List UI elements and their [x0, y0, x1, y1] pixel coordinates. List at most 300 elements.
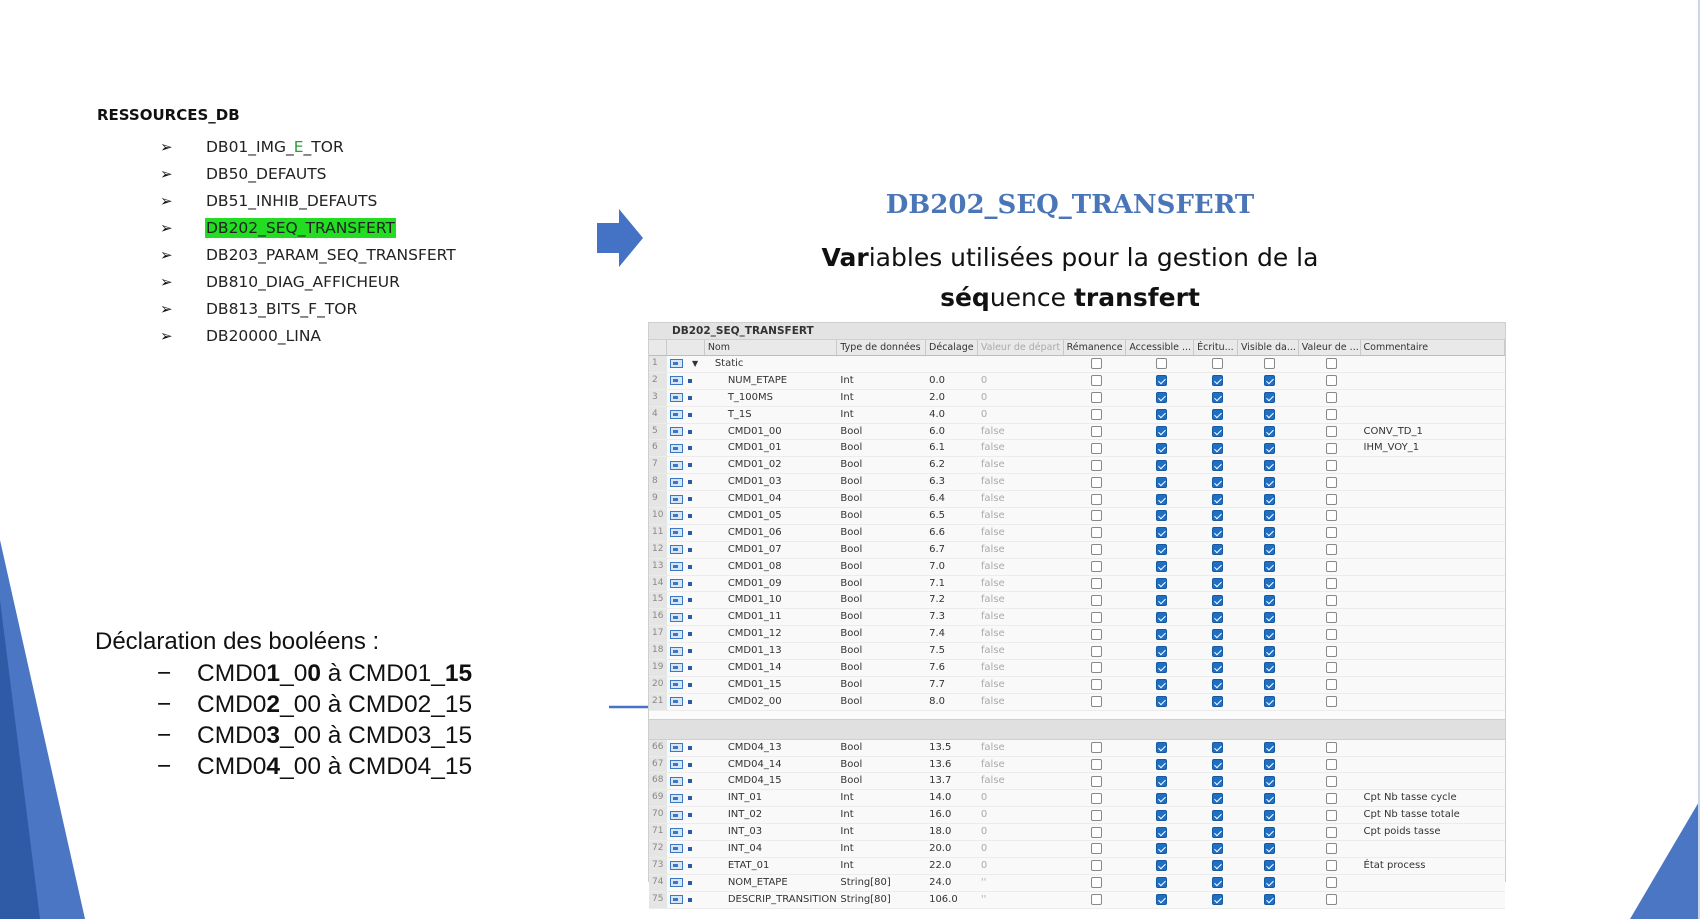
variable-name[interactable]: T_1S: [727, 408, 752, 420]
visible-checkbox[interactable]: [1264, 629, 1275, 640]
data-type[interactable]: Bool: [840, 678, 863, 690]
retain-checkbox[interactable]: [1091, 679, 1102, 690]
variable-name[interactable]: CMD01_08: [727, 560, 782, 572]
visible-checkbox[interactable]: [1264, 561, 1275, 572]
table-row[interactable]: [649, 824, 1505, 841]
comment[interactable]: [1361, 508, 1505, 524]
comment[interactable]: [1361, 626, 1505, 642]
setpoint-checkbox[interactable]: [1326, 679, 1337, 690]
start-value[interactable]: false: [980, 611, 1005, 623]
start-value[interactable]: false: [980, 560, 1005, 572]
comment[interactable]: Cpt poids tasse: [1363, 826, 1441, 838]
table-row[interactable]: [649, 841, 1505, 858]
accessible-checkbox[interactable]: [1156, 358, 1167, 369]
setpoint-checkbox[interactable]: [1326, 527, 1337, 538]
data-type[interactable]: Bool: [840, 442, 863, 454]
writable-checkbox[interactable]: [1212, 561, 1223, 572]
comment[interactable]: [1361, 694, 1505, 710]
writable-checkbox[interactable]: [1212, 578, 1223, 589]
writable-checkbox[interactable]: [1212, 843, 1223, 854]
visible-checkbox[interactable]: [1264, 612, 1275, 623]
start-value[interactable]: false: [980, 510, 1005, 522]
start-value[interactable]: 0: [980, 374, 988, 386]
writable-checkbox[interactable]: [1212, 793, 1223, 804]
data-type[interactable]: Int: [840, 859, 854, 871]
visible-checkbox[interactable]: [1264, 477, 1275, 488]
retain-checkbox[interactable]: [1091, 527, 1102, 538]
table-row[interactable]: [649, 740, 1505, 757]
variable-name[interactable]: CMD04_13: [727, 741, 782, 753]
comment[interactable]: CONV_TD_1: [1363, 425, 1423, 437]
setpoint-checkbox[interactable]: [1326, 477, 1337, 488]
setpoint-checkbox[interactable]: [1326, 612, 1337, 623]
retain-checkbox[interactable]: [1091, 460, 1102, 471]
accessible-checkbox[interactable]: [1156, 877, 1167, 888]
comment[interactable]: [1361, 356, 1505, 372]
data-type[interactable]: Int: [840, 408, 854, 420]
accessible-checkbox[interactable]: [1156, 776, 1167, 787]
start-value[interactable]: false: [980, 678, 1005, 690]
setpoint-checkbox[interactable]: [1326, 409, 1337, 420]
variable-name[interactable]: CMD04_14: [727, 758, 782, 770]
accessible-checkbox[interactable]: [1156, 843, 1167, 854]
accessible-checkbox[interactable]: [1156, 696, 1167, 707]
retain-checkbox[interactable]: [1091, 843, 1102, 854]
variable-name[interactable]: CMD01_03: [727, 476, 782, 488]
collapse-triangle-icon[interactable]: ▼: [691, 359, 699, 368]
retain-checkbox[interactable]: [1091, 358, 1102, 369]
visible-checkbox[interactable]: [1264, 759, 1275, 770]
start-value[interactable]: false: [980, 758, 1005, 770]
start-value[interactable]: false: [980, 425, 1005, 437]
comment[interactable]: [1361, 525, 1505, 541]
accessible-checkbox[interactable]: [1156, 827, 1167, 838]
visible-checkbox[interactable]: [1264, 358, 1275, 369]
table-row[interactable]: [649, 677, 1505, 694]
comment[interactable]: [1361, 773, 1505, 789]
data-type[interactable]: Bool: [840, 628, 863, 640]
accessible-checkbox[interactable]: [1156, 510, 1167, 521]
start-value[interactable]: false: [980, 526, 1005, 538]
variable-name[interactable]: CMD01_10: [727, 594, 782, 606]
variable-name[interactable]: CMD01_06: [727, 526, 782, 538]
start-value[interactable]: false: [980, 662, 1005, 674]
writable-checkbox[interactable]: [1212, 392, 1223, 403]
accessible-checkbox[interactable]: [1156, 443, 1167, 454]
variable-name[interactable]: CMD01_01: [727, 442, 782, 454]
start-value[interactable]: false: [980, 628, 1005, 640]
variable-name[interactable]: ETAT_01: [727, 859, 770, 871]
setpoint-checkbox[interactable]: [1326, 662, 1337, 673]
table-row[interactable]: [649, 773, 1505, 790]
variable-name[interactable]: CMD01_02: [727, 459, 782, 471]
accessible-checkbox[interactable]: [1156, 793, 1167, 804]
visible-checkbox[interactable]: [1264, 860, 1275, 871]
setpoint-checkbox[interactable]: [1326, 759, 1337, 770]
comment[interactable]: [1361, 643, 1505, 659]
variable-name[interactable]: Static: [714, 358, 744, 369]
start-value[interactable]: 0: [980, 843, 988, 855]
visible-checkbox[interactable]: [1264, 843, 1275, 854]
table-row[interactable]: [649, 373, 1505, 390]
retain-checkbox[interactable]: [1091, 443, 1102, 454]
accessible-checkbox[interactable]: [1156, 578, 1167, 589]
data-type[interactable]: Int: [840, 826, 854, 838]
comment[interactable]: [1361, 592, 1505, 608]
comment[interactable]: IHM_VOY_1: [1363, 442, 1420, 454]
comment[interactable]: État process: [1363, 859, 1426, 871]
table-row[interactable]: [649, 790, 1505, 807]
setpoint-checkbox[interactable]: [1326, 696, 1337, 707]
start-value[interactable]: false: [980, 695, 1005, 707]
visible-checkbox[interactable]: [1264, 827, 1275, 838]
table-row[interactable]: [649, 559, 1505, 576]
accessible-checkbox[interactable]: [1156, 426, 1167, 437]
visible-checkbox[interactable]: [1264, 696, 1275, 707]
table-row[interactable]: [649, 757, 1505, 774]
setpoint-checkbox[interactable]: [1326, 860, 1337, 871]
column-header[interactable]: Écritu...: [1194, 340, 1238, 355]
variable-name[interactable]: INT_02: [727, 809, 763, 821]
start-value[interactable]: 0: [980, 809, 988, 821]
data-type[interactable]: Bool: [840, 577, 863, 589]
data-type[interactable]: Bool: [840, 560, 863, 572]
visible-checkbox[interactable]: [1264, 375, 1275, 386]
visible-checkbox[interactable]: [1264, 679, 1275, 690]
accessible-checkbox[interactable]: [1156, 544, 1167, 555]
retain-checkbox[interactable]: [1091, 409, 1102, 420]
variable-name[interactable]: CMD01_14: [727, 662, 782, 674]
table-row[interactable]: [649, 508, 1505, 525]
visible-checkbox[interactable]: [1264, 742, 1275, 753]
data-type[interactable]: Bool: [840, 662, 863, 674]
setpoint-checkbox[interactable]: [1326, 544, 1337, 555]
setpoint-checkbox[interactable]: [1326, 742, 1337, 753]
accessible-checkbox[interactable]: [1156, 810, 1167, 821]
setpoint-checkbox[interactable]: [1326, 460, 1337, 471]
retain-checkbox[interactable]: [1091, 827, 1102, 838]
setpoint-checkbox[interactable]: [1326, 810, 1337, 821]
visible-checkbox[interactable]: [1264, 460, 1275, 471]
writable-checkbox[interactable]: [1212, 358, 1223, 369]
table-row[interactable]: [649, 474, 1505, 491]
retain-checkbox[interactable]: [1091, 793, 1102, 804]
variable-name[interactable]: INT_04: [727, 843, 763, 855]
table-row[interactable]: [649, 626, 1505, 643]
start-value[interactable]: 0: [980, 391, 988, 403]
data-type[interactable]: Bool: [840, 758, 863, 770]
retain-checkbox[interactable]: [1091, 662, 1102, 673]
writable-checkbox[interactable]: [1212, 679, 1223, 690]
accessible-checkbox[interactable]: [1156, 527, 1167, 538]
table-row[interactable]: [649, 592, 1505, 609]
data-type[interactable]: String[80]: [840, 893, 891, 905]
accessible-checkbox[interactable]: [1156, 759, 1167, 770]
data-type[interactable]: Bool: [840, 543, 863, 555]
writable-checkbox[interactable]: [1212, 426, 1223, 437]
visible-checkbox[interactable]: [1264, 527, 1275, 538]
column-header[interactable]: Visible da...: [1238, 340, 1299, 355]
retain-checkbox[interactable]: [1091, 742, 1102, 753]
data-type[interactable]: Bool: [840, 476, 863, 488]
start-value[interactable]: false: [980, 594, 1005, 606]
setpoint-checkbox[interactable]: [1326, 443, 1337, 454]
retain-checkbox[interactable]: [1091, 510, 1102, 521]
retain-checkbox[interactable]: [1091, 696, 1102, 707]
accessible-checkbox[interactable]: [1156, 742, 1167, 753]
comment[interactable]: [1361, 491, 1505, 507]
accessible-checkbox[interactable]: [1156, 595, 1167, 606]
data-type[interactable]: Int: [840, 792, 854, 804]
retain-checkbox[interactable]: [1091, 759, 1102, 770]
comment[interactable]: [1361, 841, 1505, 857]
setpoint-checkbox[interactable]: [1326, 629, 1337, 640]
visible-checkbox[interactable]: [1264, 544, 1275, 555]
visible-checkbox[interactable]: [1264, 894, 1275, 905]
comment[interactable]: [1361, 542, 1505, 558]
column-header[interactable]: Commentaire: [1361, 340, 1505, 355]
setpoint-checkbox[interactable]: [1326, 877, 1337, 888]
start-value[interactable]: false: [980, 476, 1005, 488]
comment[interactable]: [1361, 390, 1505, 406]
start-value[interactable]: false: [980, 645, 1005, 657]
retain-checkbox[interactable]: [1091, 561, 1102, 572]
retain-checkbox[interactable]: [1091, 629, 1102, 640]
comment[interactable]: [1361, 474, 1505, 490]
writable-checkbox[interactable]: [1212, 877, 1223, 888]
resource-item[interactable]: [160, 241, 457, 268]
retain-checkbox[interactable]: [1091, 810, 1102, 821]
visible-checkbox[interactable]: [1264, 662, 1275, 673]
writable-checkbox[interactable]: [1212, 527, 1223, 538]
column-header[interactable]: Décalage: [926, 340, 978, 355]
writable-checkbox[interactable]: [1212, 629, 1223, 640]
table-row[interactable]: [649, 356, 1505, 373]
comment[interactable]: [1361, 757, 1505, 773]
writable-checkbox[interactable]: [1212, 860, 1223, 871]
retain-checkbox[interactable]: [1091, 426, 1102, 437]
writable-checkbox[interactable]: [1212, 544, 1223, 555]
column-header[interactable]: Valeur de départ: [978, 340, 1064, 355]
resource-item[interactable]: [160, 295, 457, 322]
start-value[interactable]: false: [980, 493, 1005, 505]
comment[interactable]: [1361, 740, 1505, 756]
column-header[interactable]: Nom: [705, 340, 838, 355]
accessible-checkbox[interactable]: [1156, 629, 1167, 640]
data-type[interactable]: Int: [840, 374, 854, 386]
comment[interactable]: [1361, 892, 1505, 908]
variable-name[interactable]: CMD01_11: [727, 611, 782, 623]
writable-checkbox[interactable]: [1212, 494, 1223, 505]
writable-checkbox[interactable]: [1212, 759, 1223, 770]
variable-name[interactable]: INT_03: [727, 826, 763, 838]
setpoint-checkbox[interactable]: [1326, 358, 1337, 369]
retain-checkbox[interactable]: [1091, 578, 1102, 589]
start-value[interactable]: 0: [980, 859, 988, 871]
data-type[interactable]: Bool: [840, 510, 863, 522]
data-type[interactable]: Bool: [840, 611, 863, 623]
retain-checkbox[interactable]: [1091, 776, 1102, 787]
start-value[interactable]: false: [980, 543, 1005, 555]
visible-checkbox[interactable]: [1264, 510, 1275, 521]
table-row[interactable]: [649, 609, 1505, 626]
variable-name[interactable]: DESCRIP_TRANSITION: [727, 893, 837, 905]
setpoint-checkbox[interactable]: [1326, 595, 1337, 606]
accessible-checkbox[interactable]: [1156, 662, 1167, 673]
start-value[interactable]: 0: [980, 826, 988, 838]
writable-checkbox[interactable]: [1212, 409, 1223, 420]
start-value[interactable]: 0: [980, 408, 988, 420]
accessible-checkbox[interactable]: [1156, 894, 1167, 905]
writable-checkbox[interactable]: [1212, 477, 1223, 488]
variable-name[interactable]: NOM_ETAPE: [727, 876, 788, 888]
variable-name[interactable]: CMD01_12: [727, 628, 782, 640]
resource-item[interactable]: [160, 214, 457, 241]
writable-checkbox[interactable]: [1212, 827, 1223, 838]
comment[interactable]: Cpt Nb tasse cycle: [1363, 792, 1457, 804]
retain-checkbox[interactable]: [1091, 595, 1102, 606]
data-type[interactable]: Int: [840, 843, 854, 855]
accessible-checkbox[interactable]: [1156, 612, 1167, 623]
visible-checkbox[interactable]: [1264, 409, 1275, 420]
setpoint-checkbox[interactable]: [1326, 375, 1337, 386]
data-type[interactable]: Bool: [840, 645, 863, 657]
retain-checkbox[interactable]: [1091, 877, 1102, 888]
variable-name[interactable]: CMD02_00: [727, 695, 782, 707]
writable-checkbox[interactable]: [1212, 646, 1223, 657]
comment[interactable]: [1361, 576, 1505, 592]
data-type[interactable]: Int: [840, 391, 854, 403]
writable-checkbox[interactable]: [1212, 742, 1223, 753]
table-row[interactable]: [649, 390, 1505, 407]
table-row[interactable]: [649, 875, 1505, 892]
variable-name[interactable]: T_100MS: [727, 391, 773, 403]
writable-checkbox[interactable]: [1212, 510, 1223, 521]
visible-checkbox[interactable]: [1264, 426, 1275, 437]
visible-checkbox[interactable]: [1264, 877, 1275, 888]
start-value[interactable]: '': [980, 893, 987, 905]
table-row[interactable]: [649, 457, 1505, 474]
variable-name[interactable]: CMD01_07: [727, 543, 782, 555]
accessible-checkbox[interactable]: [1156, 646, 1167, 657]
variable-name[interactable]: CMD01_15: [727, 678, 782, 690]
setpoint-checkbox[interactable]: [1326, 392, 1337, 403]
variable-name[interactable]: CMD01_13: [727, 645, 782, 657]
table-row[interactable]: [649, 892, 1505, 909]
data-type[interactable]: Bool: [840, 775, 863, 787]
data-type[interactable]: Bool: [840, 459, 863, 471]
table-row[interactable]: [649, 576, 1505, 593]
visible-checkbox[interactable]: [1264, 793, 1275, 804]
start-value[interactable]: false: [980, 741, 1005, 753]
setpoint-checkbox[interactable]: [1326, 776, 1337, 787]
table-row[interactable]: [649, 807, 1505, 824]
accessible-checkbox[interactable]: [1156, 561, 1167, 572]
start-value[interactable]: false: [980, 775, 1005, 787]
accessible-checkbox[interactable]: [1156, 375, 1167, 386]
visible-checkbox[interactable]: [1264, 595, 1275, 606]
setpoint-checkbox[interactable]: [1326, 894, 1337, 905]
data-type[interactable]: Bool: [840, 526, 863, 538]
column-header[interactable]: Rémanence: [1064, 340, 1127, 355]
writable-checkbox[interactable]: [1212, 443, 1223, 454]
table-row[interactable]: [649, 694, 1505, 711]
table-row[interactable]: [649, 525, 1505, 542]
visible-checkbox[interactable]: [1264, 578, 1275, 589]
visible-checkbox[interactable]: [1264, 392, 1275, 403]
setpoint-checkbox[interactable]: [1326, 793, 1337, 804]
table-row[interactable]: [649, 440, 1505, 457]
writable-checkbox[interactable]: [1212, 612, 1223, 623]
setpoint-checkbox[interactable]: [1326, 843, 1337, 854]
start-value[interactable]: false: [980, 459, 1005, 471]
variable-name[interactable]: NUM_ETAPE: [727, 374, 788, 386]
resource-item[interactable]: [160, 322, 457, 349]
comment[interactable]: Cpt Nb tasse totale: [1363, 809, 1460, 821]
data-type[interactable]: Bool: [840, 741, 863, 753]
retain-checkbox[interactable]: [1091, 375, 1102, 386]
column-header[interactable]: Type de données: [837, 340, 926, 355]
setpoint-checkbox[interactable]: [1326, 426, 1337, 437]
variable-name[interactable]: CMD01_09: [727, 577, 782, 589]
visible-checkbox[interactable]: [1264, 646, 1275, 657]
setpoint-checkbox[interactable]: [1326, 578, 1337, 589]
writable-checkbox[interactable]: [1212, 810, 1223, 821]
comment[interactable]: [1361, 407, 1505, 423]
writable-checkbox[interactable]: [1212, 696, 1223, 707]
comment[interactable]: [1361, 677, 1505, 693]
retain-checkbox[interactable]: [1091, 392, 1102, 403]
table-row[interactable]: [649, 424, 1505, 441]
accessible-checkbox[interactable]: [1156, 392, 1167, 403]
comment[interactable]: [1361, 660, 1505, 676]
resource-item[interactable]: [160, 187, 457, 214]
writable-checkbox[interactable]: [1212, 662, 1223, 673]
writable-checkbox[interactable]: [1212, 375, 1223, 386]
accessible-checkbox[interactable]: [1156, 679, 1167, 690]
comment[interactable]: [1361, 559, 1505, 575]
data-type[interactable]: Int: [840, 809, 854, 821]
variable-name[interactable]: CMD01_05: [727, 510, 782, 522]
accessible-checkbox[interactable]: [1156, 409, 1167, 420]
setpoint-checkbox[interactable]: [1326, 827, 1337, 838]
setpoint-checkbox[interactable]: [1326, 494, 1337, 505]
table-row[interactable]: [649, 858, 1505, 875]
table-row[interactable]: [649, 660, 1505, 677]
writable-checkbox[interactable]: [1212, 595, 1223, 606]
table-row[interactable]: [649, 643, 1505, 660]
visible-checkbox[interactable]: [1264, 494, 1275, 505]
data-type[interactable]: Bool: [840, 425, 863, 437]
data-type[interactable]: Bool: [840, 493, 863, 505]
writable-checkbox[interactable]: [1212, 460, 1223, 471]
comment[interactable]: [1361, 875, 1505, 891]
data-type[interactable]: String[80]: [840, 876, 891, 888]
column-header[interactable]: Accessible ...: [1126, 340, 1194, 355]
start-value[interactable]: '': [980, 876, 987, 888]
column-header[interactable]: Valeur de ...: [1299, 340, 1361, 355]
accessible-checkbox[interactable]: [1156, 460, 1167, 471]
resource-item[interactable]: [160, 160, 457, 187]
setpoint-checkbox[interactable]: [1326, 646, 1337, 657]
accessible-checkbox[interactable]: [1156, 494, 1167, 505]
table-row[interactable]: [649, 491, 1505, 508]
visible-checkbox[interactable]: [1264, 810, 1275, 821]
start-value[interactable]: [978, 356, 1064, 372]
variable-name[interactable]: CMD04_15: [727, 775, 782, 787]
accessible-checkbox[interactable]: [1156, 860, 1167, 871]
variable-name[interactable]: CMD01_04: [727, 493, 782, 505]
